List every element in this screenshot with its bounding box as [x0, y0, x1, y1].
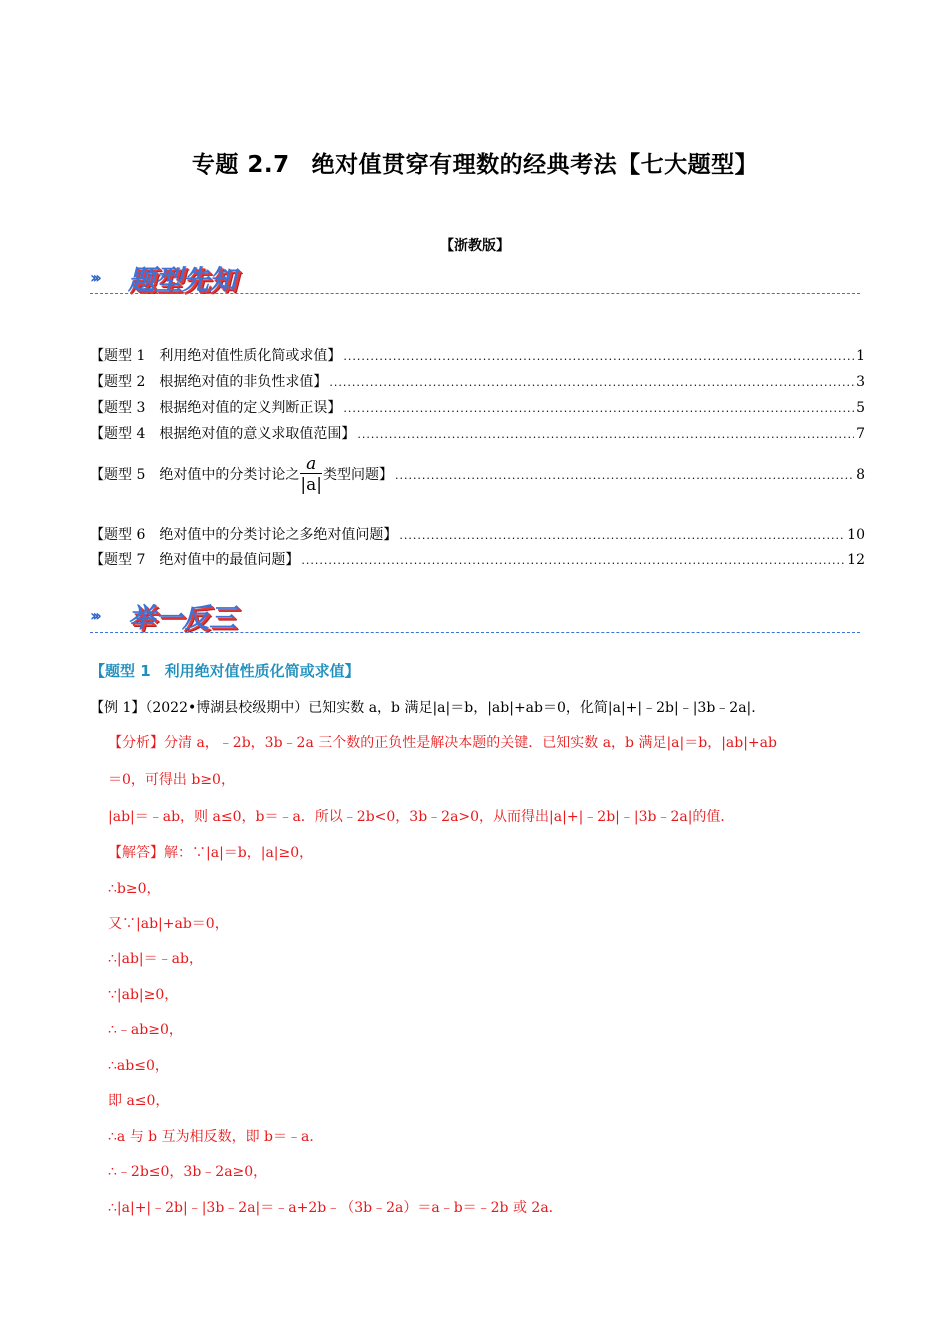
example-text: 已知实数 a，b 满足|a|＝b，|ab|+ab＝0，化简|a|+|﹣2b|﹣|3b﹣2a|. — [308, 700, 756, 716]
toc-leader — [395, 469, 854, 482]
section-heading: 【题型 1 利用绝对值性质化简或求值】 — [90, 662, 360, 680]
toc-leader — [343, 350, 854, 363]
solution-step: ∴ab≤0， — [108, 1058, 169, 1074]
analysis-line-2: ＝0，可得出 b≥0， — [108, 772, 235, 788]
answer-tag: 【解答】 — [108, 845, 164, 861]
toc-leader — [343, 402, 854, 415]
toc-item-6[interactable]: 【题型 6 绝对值中的分类讨论之多绝对值问题】 ..... 10 — [90, 524, 865, 544]
edition-label: 【浙教版】 — [440, 238, 510, 254]
toc-item-1[interactable]: 【题型 1 利用绝对值性质化简或求值】 ..... 1 — [90, 345, 865, 365]
toc-page: 8 — [856, 467, 865, 483]
toc-page: 10 — [847, 527, 865, 543]
toc-page: 7 — [856, 426, 865, 442]
toc-leader — [357, 428, 854, 441]
example-tag: 【例 1】 — [90, 700, 146, 716]
analysis-line-3: |ab|＝﹣ab，则 a≤0，b＝﹣a．所以﹣2b<0，3b﹣2a>0，从而得出|a|+|﹣2b|﹣|3b﹣2a|的值． — [108, 809, 735, 825]
toc-leader — [329, 376, 854, 389]
fraction-a-over-abs-a: $\frac{a}{|a|}$ — [300, 454, 322, 495]
solution-step: ∴﹣2b≤0，3b﹣2a≥0， — [108, 1164, 268, 1180]
title-code: 专题 2.7 — [191, 152, 290, 178]
example-statement — [90, 697, 756, 717]
banner-arrows-icon: ››› — [90, 268, 98, 287]
toc-item-3[interactable]: 【题型 3 根据绝对值的定义判断正误】 ..... 5 — [90, 397, 865, 417]
banner-title: 题型先知 — [128, 265, 236, 296]
toc-item-7[interactable]: 【题型 7 绝对值中的最值问题】 ..... 12 — [90, 549, 865, 569]
solution-step: 又∵|ab|+ab＝0， — [108, 916, 229, 932]
divider — [90, 632, 860, 633]
solution-step: 即 a≤0， — [108, 1093, 170, 1109]
example-source: （2022•博湖县校级期中） — [145, 700, 309, 716]
toc-page: 12 — [847, 552, 865, 568]
banner-arrows-icon: ››› — [90, 606, 98, 625]
toc-page: 5 — [856, 400, 865, 416]
toc-item-5[interactable]: 【题型 5 绝对值中的分类讨论之 $\frac{a}{|a|}$ 类型问题】 ..... 8 — [90, 456, 865, 494]
toc-page: 1 — [856, 348, 865, 364]
answer-line-1: 【解答】解：∵|a|＝b，|a|≥0， — [108, 845, 314, 861]
toc-leader — [399, 529, 845, 542]
toc-item-4[interactable]: 【题型 4 根据绝对值的意义求取值范围】 ..... 7 — [90, 423, 865, 443]
document-title — [0, 146, 950, 179]
analysis-tag: 【分析】 — [108, 735, 164, 751]
divider — [90, 293, 860, 294]
solution-step: ∵|ab|≥0， — [108, 987, 179, 1003]
solution-step: ∴b≥0， — [108, 881, 161, 897]
toc-page: 3 — [856, 374, 865, 390]
solution-step: ∴|a|+|﹣2b|﹣|3b﹣2a|＝﹣a+2b﹣（3b﹣2a）＝a﹣b＝﹣2b 或 2a． — [108, 1200, 563, 1216]
toc-item-2[interactable]: 【题型 2 根据绝对值的非负性求值】 ..... 3 — [90, 371, 865, 391]
title-text: 绝对值贯穿有理数的经典考法【七大题型】 — [311, 152, 759, 178]
analysis-line-1: 【分析】分清 a，﹣2b，3b﹣2a 三个数的正负性是解决本题的关键．已知实数 a，b 满足|a|＝b，|ab|+ab — [108, 735, 777, 751]
solution-step: ∴﹣ab≥0， — [108, 1022, 183, 1038]
banner-title: 举一反三 — [128, 603, 236, 634]
solution-step: ∴|ab|＝﹣ab， — [108, 951, 203, 967]
toc-leader — [301, 554, 845, 567]
solution-step: ∴a 与 b 互为相反数，即 b＝﹣a． — [108, 1129, 324, 1145]
